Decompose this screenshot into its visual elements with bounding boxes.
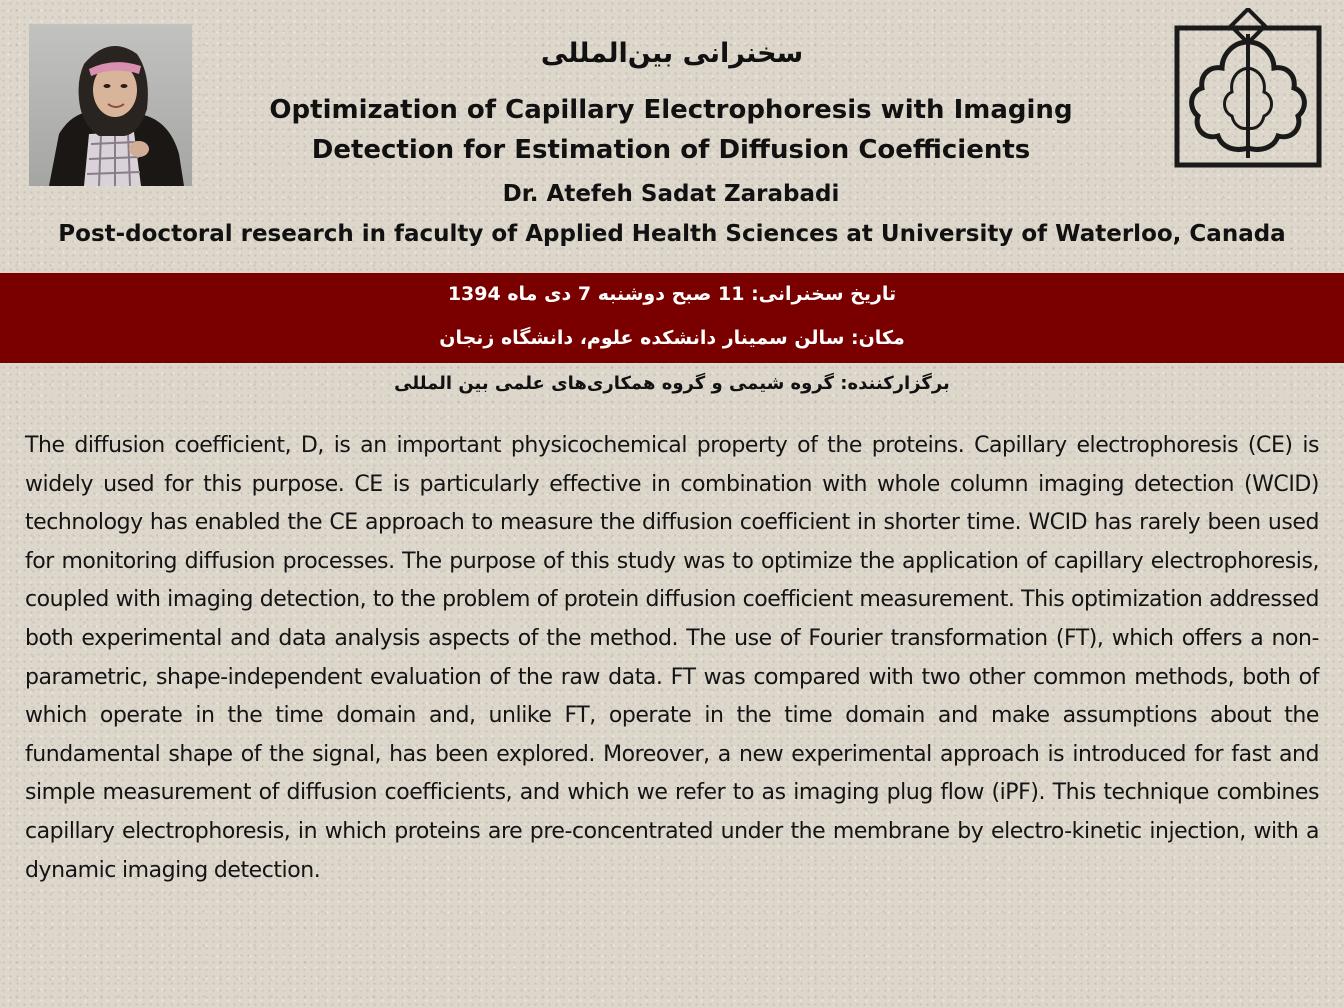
event-info-band [0, 273, 1344, 363]
university-logo-emblem [1174, 8, 1322, 168]
talk-title: Optimization of Capillary Electrophoresis with Imaging Detection for Estimation of Diffusion Coefficients [269, 95, 1073, 165]
event-date-time: تاریخ سخنرانی: 11 صبح دوشنبه 7 دی ماه 1394 [447, 283, 897, 305]
persian-event-title: سخنرانی بین‌المللی [540, 38, 804, 69]
university-logo [1174, 8, 1322, 168]
abstract-text: The diffusion coefficient, D, is an important physicochemical property of the proteins. Capillary electrophoresis (CE) is widely used for this purpose. CE is particularly effective in combination with whole column imaging detection (WCID) technology has enabled the CE approach to measure the diffusion coefficient in shorter time. WCID has rarely been used for monitoring diffusion processes. The purpose of this study was to optimize the application of capillary electrophoresis, coupled with imaging detection, to the problem of protein diffusion coefficient measurement. This optimization addressed both experimental and data analysis aspects of the method. The use of Fourier transformation (FT), which offers a non-parametric, shape-independent evaluation of the raw data. FT was compared with two other common methods, both of which operate in the time domain and, unlike FT, operate in the time domain and make assumptions about the fundamental shape of the signal, has been explored. Moreover, a new experimental approach is introduced for fast and simple measurement of diffusion coefficients, and which we refer to as imaging plug flow (iPF). This technique combines capillary electrophoresis, in which proteins are pre-concentrated under the membrane by electro-kinetic injection, with a dynamic imaging detection. [25, 433, 1319, 883]
speaker-affiliation: Post-doctoral research in faculty of Applied Health Sciences at University of Waterloo, Canada [58, 221, 1286, 247]
speaker-name: Dr. Atefeh Sadat Zarabadi [502, 181, 840, 207]
event-organizer: برگزارکننده: گروه شیمی و گروه همکاری‌های علمی بین المللی [394, 373, 950, 394]
event-location: مکان: سالن سمینار دانشکده علوم، دانشگاه زنجان [439, 327, 905, 349]
